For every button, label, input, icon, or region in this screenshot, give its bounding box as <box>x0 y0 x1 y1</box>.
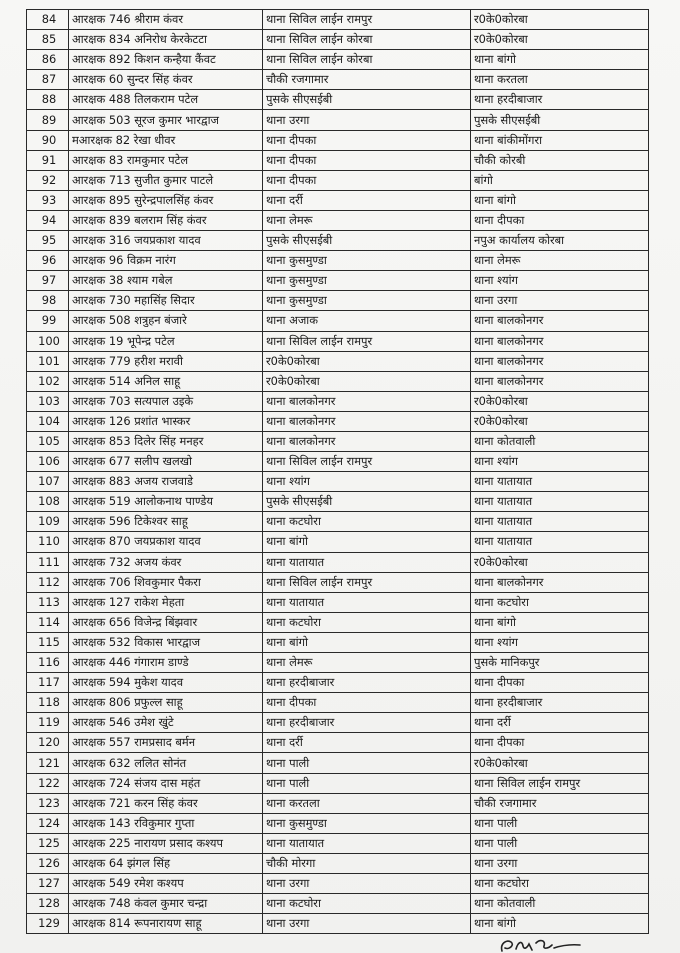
constable-name-cell: आरक्षक 746 श्रीराम कंवर <box>69 10 263 30</box>
new-posting-cell: थाना बालकोनगर <box>471 311 649 331</box>
table-row <box>27 874 649 894</box>
current-posting-cell: थाना दीपका <box>263 170 471 190</box>
serial-number-cell: 94 <box>27 210 69 230</box>
table-row <box>27 592 649 612</box>
new-posting-cell: थाना हरदीबाजार <box>471 693 649 713</box>
serial-number-cell: 120 <box>27 733 69 753</box>
serial-number-cell: 92 <box>27 170 69 190</box>
constable-name-cell: आरक्षक 19 भूपेन्द्र पटेल <box>69 331 263 351</box>
constable-name-cell: आरक्षक 532 विकास भारद्वाज <box>69 632 263 652</box>
constable-name-cell: आरक्षक 83 रामकुमार पटेल <box>69 150 263 170</box>
constable-name-cell: आरक्षक 38 श्याम गबेल <box>69 271 263 291</box>
new-posting-cell: थाना दीपका <box>471 210 649 230</box>
constable-name-cell: आरक्षक 503 सूरज कुमार भारद्वाज <box>69 110 263 130</box>
table-row <box>27 492 649 512</box>
new-posting-cell: थाना यातायात <box>471 492 649 512</box>
serial-number-cell: 91 <box>27 150 69 170</box>
current-posting-cell: थाना दीपका <box>263 150 471 170</box>
constable-name-cell: आरक्षक 730 महासिंह सिदार <box>69 291 263 311</box>
table-row <box>27 50 649 70</box>
constable-name-cell: आरक्षक 779 हरीश मरावी <box>69 351 263 371</box>
table-row <box>27 10 649 30</box>
constable-name-cell: आरक्षक 546 उमेश खुंटे <box>69 713 263 733</box>
serial-number-cell: 122 <box>27 773 69 793</box>
current-posting-cell: थाना कुसमुण्डा <box>263 251 471 271</box>
serial-number-cell: 103 <box>27 391 69 411</box>
constable-name-cell: आरक्षक 557 रामप्रसाद बर्मन <box>69 733 263 753</box>
current-posting-cell: थाना दीपका <box>263 693 471 713</box>
table-row <box>27 70 649 90</box>
new-posting-cell: थाना श्यांग <box>471 632 649 652</box>
constable-name-cell: आरक्षक 127 राकेश मेहता <box>69 592 263 612</box>
table-row <box>27 572 649 592</box>
new-posting-cell: थाना बालकोनगर <box>471 371 649 391</box>
constable-name-cell: आरक्षक 834 अनिरोध केरकेटटा <box>69 30 263 50</box>
current-posting-cell: थाना कुसमुण्डा <box>263 813 471 833</box>
table-row <box>27 351 649 371</box>
new-posting-cell: थाना श्यांग <box>471 452 649 472</box>
new-posting-cell: थाना यातायात <box>471 532 649 552</box>
table-row <box>27 612 649 632</box>
new-posting-cell: थाना कोतवाली <box>471 894 649 914</box>
constable-name-cell: आरक्षक 895 सुरेन्द्रपालसिंह कंवर <box>69 190 263 210</box>
current-posting-cell: थाना सिविल लाईन कोरबा <box>263 50 471 70</box>
new-posting-cell: थाना बालकोनगर <box>471 572 649 592</box>
current-posting-cell: थाना कटघोरा <box>263 612 471 632</box>
constable-name-cell: आरक्षक 519 आलोकनाथ पाण्डेय <box>69 492 263 512</box>
new-posting-cell: र0के0कोरबा <box>471 411 649 431</box>
current-posting-cell: थाना पाली <box>263 773 471 793</box>
new-posting-cell: थाना दर्री <box>471 713 649 733</box>
current-posting-cell: र0के0कोरबा <box>263 371 471 391</box>
table-row <box>27 914 649 934</box>
new-posting-cell: थाना लेमरू <box>471 251 649 271</box>
constable-name-cell: आरक्षक 814 रूपनारायण साहू <box>69 914 263 934</box>
table-row <box>27 632 649 652</box>
new-posting-cell: थाना यातायात <box>471 472 649 492</box>
constable-name-cell: आरक्षक 839 बलराम सिंह कंवर <box>69 210 263 230</box>
serial-number-cell: 100 <box>27 331 69 351</box>
current-posting-cell: थाना सिविल लाईन कोरबा <box>263 30 471 50</box>
serial-number-cell: 87 <box>27 70 69 90</box>
table-row <box>27 251 649 271</box>
constable-name-cell: आरक्षक 724 संजय दास महंत <box>69 773 263 793</box>
serial-number-cell: 105 <box>27 431 69 451</box>
table-row <box>27 371 649 391</box>
new-posting-cell: थाना पाली <box>471 813 649 833</box>
serial-number-cell: 99 <box>27 311 69 331</box>
new-posting-cell: थाना बांगो <box>471 190 649 210</box>
table-row <box>27 210 649 230</box>
table-row <box>27 512 649 532</box>
constable-name-cell: आरक्षक 316 जयप्रकाश यादव <box>69 231 263 251</box>
constable-name-cell: आरक्षक 853 दिलेर सिंह मनहर <box>69 431 263 451</box>
table-row <box>27 291 649 311</box>
constable-name-cell: आरक्षक 732 अजय कंवर <box>69 552 263 572</box>
serial-number-cell: 88 <box>27 90 69 110</box>
constable-name-cell: आरक्षक 870 जयप्रकाश यादव <box>69 532 263 552</box>
current-posting-cell: थाना सिविल लाईन रामपुर <box>263 452 471 472</box>
table-row <box>27 894 649 914</box>
constable-name-cell: आरक्षक 632 ललित सोनंत <box>69 753 263 773</box>
new-posting-cell: पुसके मानिकपुर <box>471 653 649 673</box>
serial-number-cell: 123 <box>27 793 69 813</box>
serial-number-cell: 102 <box>27 371 69 391</box>
constable-name-cell: आरक्षक 143 रविकुमार गुप्ता <box>69 813 263 833</box>
new-posting-cell: र0के0कोरबा <box>471 10 649 30</box>
table-row <box>27 753 649 773</box>
current-posting-cell: पुसके सीएसईबी <box>263 90 471 110</box>
new-posting-cell: थाना कटघोरा <box>471 592 649 612</box>
serial-number-cell: 93 <box>27 190 69 210</box>
serial-number-cell: 112 <box>27 572 69 592</box>
current-posting-cell: थाना उरगा <box>263 110 471 130</box>
new-posting-cell: थाना कोतवाली <box>471 431 649 451</box>
serial-number-cell: 109 <box>27 512 69 532</box>
constable-name-cell: आरक्षक 549 रमेश कश्यप <box>69 874 263 894</box>
current-posting-cell: थाना हरदीबाजार <box>263 713 471 733</box>
table-row <box>27 693 649 713</box>
serial-number-cell: 113 <box>27 592 69 612</box>
serial-number-cell: 111 <box>27 552 69 572</box>
constable-name-cell: आरक्षक 892 किशन कन्हैया कैंवट <box>69 50 263 70</box>
current-posting-cell: पुसके सीएसईबी <box>263 231 471 251</box>
current-posting-cell: र0के0कोरबा <box>263 351 471 371</box>
serial-number-cell: 117 <box>27 673 69 693</box>
new-posting-cell: थाना बालकोनगर <box>471 351 649 371</box>
constable-name-cell: आरक्षक 677 सलीप खलखो <box>69 452 263 472</box>
current-posting-cell: थाना कुसमुण्डा <box>263 291 471 311</box>
table-row <box>27 813 649 833</box>
constable-name-cell: आरक्षक 514 अनिल साहू <box>69 371 263 391</box>
table-row <box>27 130 649 150</box>
serial-number-cell: 98 <box>27 291 69 311</box>
new-posting-cell: चौकी कोरबी <box>471 150 649 170</box>
serial-number-cell: 115 <box>27 632 69 652</box>
constable-name-cell: मआरक्षक 82 रेखा धीवर <box>69 130 263 150</box>
table-row <box>27 853 649 873</box>
constable-name-cell: आरक्षक 488 तिलकराम पटेल <box>69 90 263 110</box>
new-posting-cell: थाना बांगो <box>471 50 649 70</box>
new-posting-cell: थाना बांगो <box>471 914 649 934</box>
new-posting-cell: थाना हरदीबाजार <box>471 90 649 110</box>
current-posting-cell: थाना कटघोरा <box>263 512 471 532</box>
table-row <box>27 713 649 733</box>
new-posting-cell: थाना बांकीमोंगरा <box>471 130 649 150</box>
new-posting-cell: पुसके सीएसईबी <box>471 110 649 130</box>
new-posting-cell: चौकी रजगामार <box>471 793 649 813</box>
table-row <box>27 472 649 492</box>
current-posting-cell: थाना कुसमुण्डा <box>263 271 471 291</box>
constable-name-cell: आरक्षक 446 गंगाराम डाण्डे <box>69 653 263 673</box>
current-posting-cell: थाना लेमरू <box>263 210 471 230</box>
serial-number-cell: 89 <box>27 110 69 130</box>
new-posting-cell: थाना उरगा <box>471 291 649 311</box>
serial-number-cell: 121 <box>27 753 69 773</box>
constable-name-cell: आरक्षक 721 करन सिंह कंवर <box>69 793 263 813</box>
constable-name-cell: आरक्षक 60 सुन्दर सिंह कंवर <box>69 70 263 90</box>
new-posting-cell: थाना उरगा <box>471 853 649 873</box>
constable-name-cell: आरक्षक 96 विक्रम नारंग <box>69 251 263 271</box>
current-posting-cell: थाना यातायात <box>263 552 471 572</box>
new-posting-cell: थाना कटघोरा <box>471 874 649 894</box>
serial-number-cell: 114 <box>27 612 69 632</box>
new-posting-cell: थाना दीपका <box>471 733 649 753</box>
new-posting-cell: थाना श्यांग <box>471 271 649 291</box>
current-posting-cell: थाना कटघोरा <box>263 894 471 914</box>
roster-body <box>27 10 649 934</box>
constable-name-cell: आरक्षक 713 सुजीत कुमार पाटले <box>69 170 263 190</box>
current-posting-cell: थाना यातायात <box>263 833 471 853</box>
table-row <box>27 833 649 853</box>
current-posting-cell: थाना सिविल लाईन रामपुर <box>263 572 471 592</box>
current-posting-cell: थाना उरगा <box>263 914 471 934</box>
serial-number-cell: 96 <box>27 251 69 271</box>
constable-name-cell: आरक्षक 126 प्रशांत भास्कर <box>69 411 263 431</box>
serial-number-cell: 124 <box>27 813 69 833</box>
constable-name-cell: आरक्षक 225 नारायण प्रसाद कश्यप <box>69 833 263 853</box>
constable-name-cell: आरक्षक 706 शिवकुमार पैकरा <box>69 572 263 592</box>
serial-number-cell: 85 <box>27 30 69 50</box>
table-row <box>27 311 649 331</box>
table-row <box>27 271 649 291</box>
new-posting-cell: बांगो <box>471 170 649 190</box>
handwritten-signature <box>496 936 592 953</box>
new-posting-cell: र0के0कोरबा <box>471 391 649 411</box>
constable-name-cell: आरक्षक 748 कंवल कुमार चन्द्रा <box>69 894 263 914</box>
current-posting-cell: थाना दीपका <box>263 130 471 150</box>
serial-number-cell: 118 <box>27 693 69 713</box>
constable-name-cell: आरक्षक 64 झंगल सिंह <box>69 853 263 873</box>
serial-number-cell: 90 <box>27 130 69 150</box>
new-posting-cell: थाना करतला <box>471 70 649 90</box>
constable-name-cell: आरक्षक 656 विजेन्द्र बिंझवार <box>69 612 263 632</box>
current-posting-cell: थाना बांगो <box>263 632 471 652</box>
table-row <box>27 150 649 170</box>
serial-number-cell: 116 <box>27 653 69 673</box>
table-row <box>27 411 649 431</box>
new-posting-cell: थाना पाली <box>471 833 649 853</box>
table-row <box>27 110 649 130</box>
constable-name-cell: आरक्षक 806 प्रफुल्ल साहू <box>69 693 263 713</box>
current-posting-cell: थाना करतला <box>263 793 471 813</box>
serial-number-cell: 128 <box>27 894 69 914</box>
current-posting-cell: थाना श्यांग <box>263 472 471 492</box>
current-posting-cell: थाना बांगो <box>263 532 471 552</box>
new-posting-cell: थाना यातायात <box>471 512 649 532</box>
serial-number-cell: 127 <box>27 874 69 894</box>
current-posting-cell: थाना दर्री <box>263 733 471 753</box>
table-row <box>27 30 649 50</box>
new-posting-cell: थाना दीपका <box>471 673 649 693</box>
new-posting-cell: नपुअ कार्यालय कोरबा <box>471 231 649 251</box>
table-row <box>27 673 649 693</box>
table-row <box>27 773 649 793</box>
table-row <box>27 552 649 572</box>
current-posting-cell: थाना उरगा <box>263 874 471 894</box>
serial-number-cell: 107 <box>27 472 69 492</box>
current-posting-cell: थाना बालकोनगर <box>263 411 471 431</box>
transfer-roster-table <box>26 9 649 934</box>
current-posting-cell: चौकी रजगामार <box>263 70 471 90</box>
current-posting-cell: थाना लेमरू <box>263 653 471 673</box>
serial-number-cell: 95 <box>27 231 69 251</box>
constable-name-cell: आरक्षक 703 सत्यपाल उइके <box>69 391 263 411</box>
table-row <box>27 231 649 251</box>
constable-name-cell: आरक्षक 883 अजय राजवाडे <box>69 472 263 492</box>
serial-number-cell: 129 <box>27 914 69 934</box>
table-row <box>27 190 649 210</box>
new-posting-cell: थाना बांगो <box>471 612 649 632</box>
serial-number-cell: 86 <box>27 50 69 70</box>
serial-number-cell: 101 <box>27 351 69 371</box>
new-posting-cell: र0के0कोरबा <box>471 552 649 572</box>
new-posting-cell: र0के0कोरबा <box>471 753 649 773</box>
table-row <box>27 391 649 411</box>
serial-number-cell: 126 <box>27 853 69 873</box>
serial-number-cell: 110 <box>27 532 69 552</box>
current-posting-cell: थाना यातायात <box>263 592 471 612</box>
current-posting-cell: पुसके सीएसईबी <box>263 492 471 512</box>
current-posting-cell: चौकी मोरगा <box>263 853 471 873</box>
constable-name-cell: आरक्षक 596 टिकेश्वर साहू <box>69 512 263 532</box>
table-row <box>27 431 649 451</box>
current-posting-cell: थाना पाली <box>263 753 471 773</box>
serial-number-cell: 106 <box>27 452 69 472</box>
serial-number-cell: 108 <box>27 492 69 512</box>
current-posting-cell: थाना दर्री <box>263 190 471 210</box>
table-row <box>27 532 649 552</box>
serial-number-cell: 104 <box>27 411 69 431</box>
constable-name-cell: आरक्षक 508 शत्रुहन बंजारे <box>69 311 263 331</box>
table-row <box>27 793 649 813</box>
serial-number-cell: 125 <box>27 833 69 853</box>
new-posting-cell: थाना सिविल लाईन रामपुर <box>471 773 649 793</box>
new-posting-cell: र0के0कोरबा <box>471 30 649 50</box>
constable-name-cell: आरक्षक 594 मुकेश यादव <box>69 673 263 693</box>
serial-number-cell: 84 <box>27 10 69 30</box>
table-row <box>27 90 649 110</box>
current-posting-cell: थाना सिविल लाईन रामपुर <box>263 10 471 30</box>
table-row <box>27 170 649 190</box>
serial-number-cell: 97 <box>27 271 69 291</box>
table-row <box>27 733 649 753</box>
current-posting-cell: थाना सिविल लाईन रामपुर <box>263 331 471 351</box>
table-row <box>27 452 649 472</box>
current-posting-cell: थाना अजाक <box>263 311 471 331</box>
current-posting-cell: थाना बालकोनगर <box>263 391 471 411</box>
table-row <box>27 331 649 351</box>
current-posting-cell: थाना बालकोनगर <box>263 431 471 451</box>
new-posting-cell: थाना बालकोनगर <box>471 331 649 351</box>
current-posting-cell: थाना हरदीबाजार <box>263 673 471 693</box>
serial-number-cell: 119 <box>27 713 69 733</box>
table-row <box>27 653 649 673</box>
